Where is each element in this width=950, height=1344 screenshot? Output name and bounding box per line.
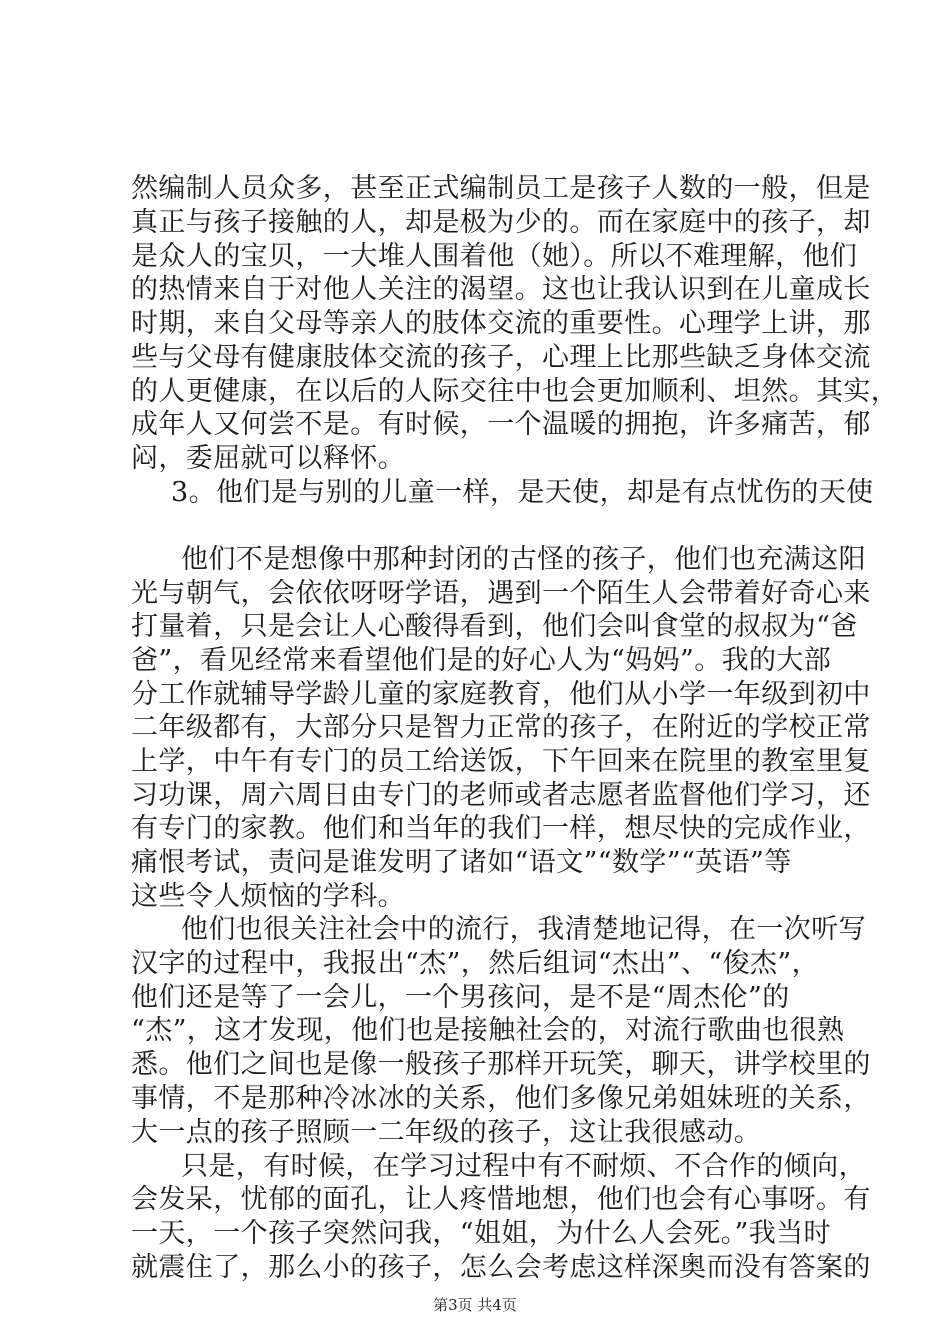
paragraph-line: 些与父母有健康肢体交流的孩子，心理上比那些缺乏身体交流: [131, 342, 871, 373]
paragraph-line: 是众人的宝贝，一大堆人围着他（她）。所以不难理解，他们: [131, 241, 858, 272]
paragraph-line: 汉字的过程中，我报出“杰”，然后组词“杰出”、“俊杰”，: [131, 948, 820, 979]
paragraph-line: 的热情来自于对他人关注的渴望。这也让我认识到在儿童成长: [131, 274, 871, 305]
paragraph-line: 成年人又何尝不是。有时候，一个温暖的拥抱，许多痛苦，郁: [131, 409, 871, 440]
paragraph-line: “杰”，这才发现，他们也是接触社会的，对流行歌曲也很熟: [131, 1015, 845, 1046]
paragraph-line: 大一点的孩子照顾一二年级的孩子，这让我很感动。: [131, 1117, 762, 1148]
paragraph-line: 只是，有时候，在学习过程中有不耐烦、不合作的倾向，: [181, 1151, 866, 1182]
paragraph-line: 闷，委屈就可以释怀。: [131, 443, 405, 474]
paragraph-line: 上学，中午有专门的员工给送饭，下午回来在院里的教室里复: [131, 746, 871, 777]
paragraph-line: 二年级都有，大部分只是智力正常的孩子，在附近的学校正常: [131, 712, 871, 743]
paragraph-line: 真正与孩子接触的人，却是极为少的。而在家庭中的孩子，却: [131, 207, 871, 238]
paragraph-line: 事情，不是那种冷冰冰的关系，他们多像兄弟姐妹班的关系，: [131, 1083, 871, 1114]
paragraph-line: 打量着，只是会让人心酸得看到，他们会叫食堂的叔叔为“爸: [131, 611, 858, 642]
paragraph-line: 时期，来自父母等亲人的肢体交流的重要性。心理学上讲，那: [131, 308, 871, 339]
paragraph-line: 这些令人烦恼的学科。: [131, 881, 405, 912]
paragraph-line: 习功课，周六周日由专门的老师或者志愿者监督他们学习，还: [131, 780, 871, 811]
paragraph-line: 他们不是想像中那种封闭的古怪的孩子，他们也充满这阳: [181, 544, 866, 575]
paragraph-line: 悉。他们之间也是像一般孩子那样开玩笑，聊天，讲学校里的: [131, 1049, 871, 1080]
paragraph-line: 光与朝气，会依依呀呀学语，遇到一个陌生人会带着好奇心来: [131, 578, 871, 609]
paragraph-line: 他们还是等了一会儿，一个男孩问，是不是“周杰伦”的: [131, 982, 790, 1013]
paragraph-line: 然编制人员众多，甚至正式编制员工是孩子人数的一般，但是: [131, 173, 871, 204]
paragraph-line: 分工作就辅导学龄儿童的家庭教育，他们从小学一年级到初中: [131, 679, 871, 710]
paragraph-line: 一天，一个孩子突然问我，“姐姐，为什么人会死。”我当时: [131, 1218, 831, 1249]
paragraph-line: 痛恨考试，责问是谁发明了诸如“语文”“数学”“英语”等: [131, 847, 792, 878]
paragraph-line: 有专门的家教。他们和当年的我们一样，想尽快的完成作业，: [131, 813, 871, 844]
paragraph-line: 就震住了，那么小的孩子，怎么会考虑这样深奥而没有答案的: [131, 1252, 871, 1283]
paragraph-line: 他们也很关注社会中的流行，我清楚地记得，在一次听写: [181, 914, 866, 945]
paragraph-line: 爸”，看见经常来看望他们是的好心人为“妈妈”。我的大部: [131, 645, 832, 676]
section-heading: 3。他们是与别的儿童一样，是天使，却是有点忧伤的天使: [171, 477, 874, 508]
page-number-footer: 第3页 共4页: [433, 1296, 517, 1314]
paragraph-line: 的人更健康，在以后的人际交往中也会更加顺利、坦然。其实，: [131, 376, 899, 407]
paragraph-line: 会发呆，忧郁的面孔，让人疼惜地想，他们也会有心事呀。有: [131, 1184, 871, 1215]
